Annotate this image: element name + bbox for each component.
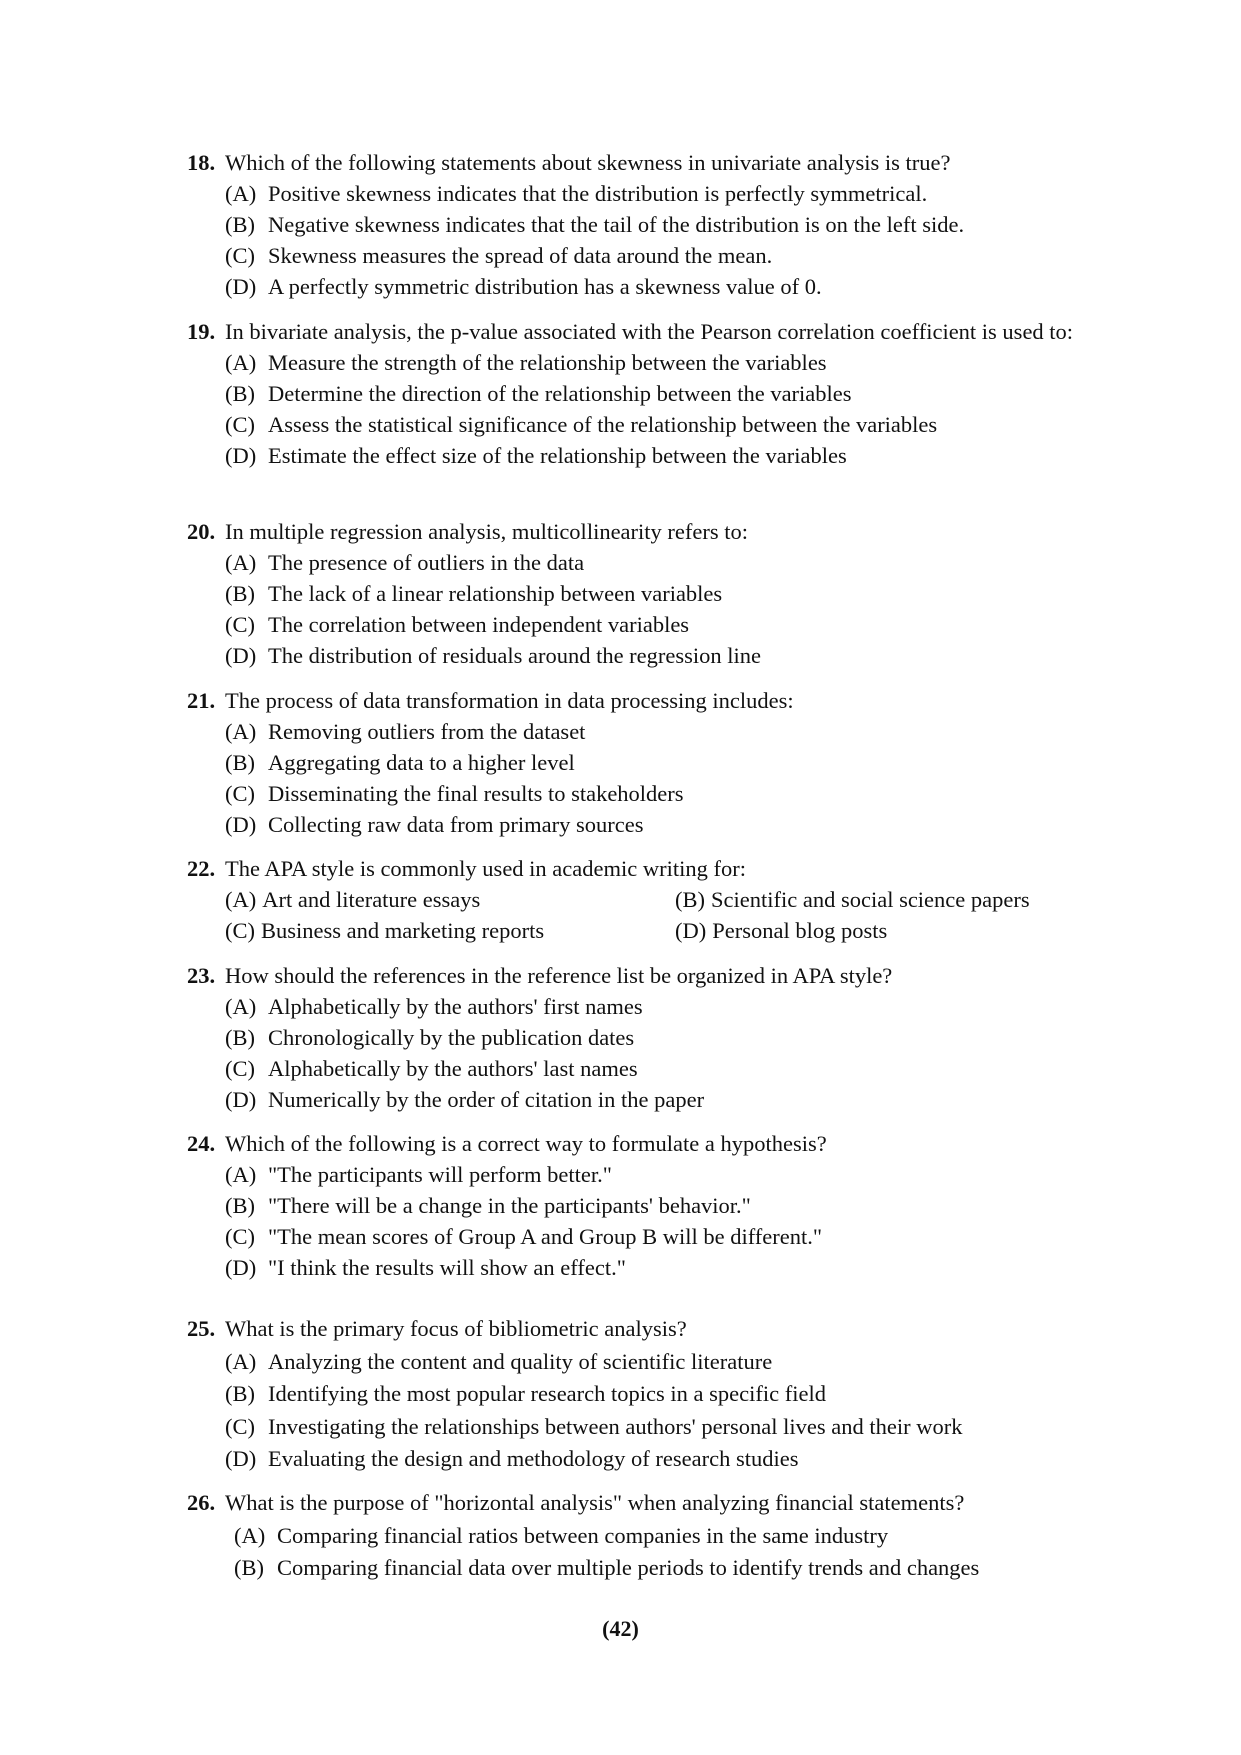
question-text: The process of data transformation in data processing includes:	[225, 688, 794, 713]
option-label: (D)	[225, 1255, 257, 1280]
option-label: (A)	[225, 181, 257, 206]
option-b	[187, 378, 1107, 409]
option-text: Alphabetically by the authors' last names	[268, 1056, 638, 1081]
option-text: Estimate the effect size of the relationship between the variables	[268, 443, 847, 468]
option-label: (D)	[225, 1446, 257, 1471]
option-b	[187, 209, 1107, 240]
option-label: (C)	[225, 781, 255, 806]
question-number: 25.	[187, 1316, 216, 1341]
option-label: (C)	[225, 612, 255, 637]
option-label: (A)	[225, 1162, 257, 1187]
question-text: Which of the following is a correct way to formulate a hypothesis?	[225, 1131, 827, 1156]
option-d	[675, 915, 1107, 946]
question-number: 26.	[187, 1490, 216, 1515]
option-a	[225, 884, 675, 915]
option-a	[187, 1520, 1107, 1553]
option-label: (C)	[225, 243, 255, 268]
option-text: The correlation between independent variables	[268, 612, 690, 637]
option-text: "There will be a change in the participants' behavior."	[268, 1193, 751, 1218]
question-stem	[187, 960, 1107, 991]
option-label: (C)	[225, 918, 255, 943]
option-text: Assess the statistical significance of the relationship between the variables	[268, 412, 938, 437]
page-number: (42)	[602, 1616, 639, 1641]
question-stem	[187, 685, 1107, 716]
option-label: (B)	[675, 887, 705, 912]
option-b	[187, 747, 1107, 778]
option-a	[187, 1159, 1107, 1190]
option-b	[187, 1022, 1107, 1053]
question-text: What is the primary focus of bibliometric analysis?	[225, 1316, 687, 1341]
option-label: (D)	[225, 274, 257, 299]
option-b	[187, 1552, 1107, 1585]
question-stem	[187, 147, 1107, 178]
option-text: Scientific and social science papers	[711, 887, 1030, 912]
option-c	[187, 1053, 1107, 1084]
question-stem	[187, 516, 1107, 547]
option-c	[187, 778, 1107, 809]
option-text: Numerically by the order of citation in the paper	[268, 1087, 705, 1112]
option-label: (A)	[225, 994, 257, 1019]
question-number: 19.	[187, 319, 216, 344]
option-text: Comparing financial data over multiple periods to identify trends and changes	[277, 1555, 980, 1580]
option-text: Negative skewness indicates that the tail of the distribution is on the left side.	[268, 212, 965, 237]
option-text: Analyzing the content and quality of scientific literature	[268, 1348, 773, 1374]
option-d	[187, 1252, 1107, 1283]
question-number: 21.	[187, 688, 216, 713]
option-text: Removing outliers from the dataset	[268, 719, 586, 744]
option-label: (C)	[225, 1056, 255, 1081]
option-c	[187, 409, 1107, 440]
question-text: Which of the following statements about skewness in univariate analysis is true?	[225, 150, 951, 175]
question-number: 20.	[187, 519, 216, 544]
option-label: (A)	[225, 887, 257, 912]
option-label: (D)	[675, 918, 707, 943]
option-text: Art and literature essays	[262, 887, 481, 912]
option-text: Identifying the most popular research topics in a specific field	[268, 1381, 826, 1406]
question-20	[187, 516, 1107, 671]
question-text: In multiple regression analysis, multicollinearity refers to:	[225, 519, 748, 544]
option-text: The presence of outliers in the data	[268, 550, 585, 575]
option-c	[187, 1221, 1107, 1252]
question-18	[187, 147, 1107, 302]
option-label: (A)	[234, 1522, 266, 1548]
option-text: Determine the direction of the relationship between the variables	[268, 381, 852, 406]
option-text: Alphabetically by the authors' first names	[268, 994, 643, 1019]
question-23	[187, 960, 1107, 1115]
option-text: A perfectly symmetric distribution has a skewness value of 0.	[268, 274, 822, 299]
option-text: Skewness measures the spread of data around the mean.	[268, 243, 773, 268]
option-text: Chronologically by the publication dates	[268, 1025, 635, 1050]
option-label: (B)	[225, 1193, 255, 1218]
option-label: (C)	[225, 1224, 255, 1249]
question-stem	[187, 1128, 1107, 1159]
option-text: Disseminating the final results to stakeholders	[268, 781, 684, 806]
option-label: (B)	[225, 750, 255, 775]
option-label: (B)	[225, 581, 255, 606]
option-label: (B)	[225, 212, 255, 237]
option-a	[187, 1346, 1107, 1379]
question-26	[187, 1487, 1107, 1585]
option-text: Comparing financial ratios between companies in the same industry	[277, 1522, 889, 1548]
option-text: The lack of a linear relationship between variables	[268, 581, 723, 606]
question-number: 24.	[187, 1131, 216, 1156]
option-label: (C)	[225, 412, 255, 437]
option-a	[187, 347, 1107, 378]
option-a	[187, 178, 1107, 209]
option-text: "The participants will perform better."	[268, 1162, 612, 1187]
question-number: 23.	[187, 963, 216, 988]
option-a	[187, 991, 1107, 1022]
question-25	[187, 1313, 1107, 1476]
question-stem	[187, 1487, 1107, 1520]
option-label: (C)	[225, 1413, 255, 1439]
question-22	[187, 853, 1107, 946]
option-c	[187, 1411, 1107, 1444]
option-text: Aggregating data to a higher level	[268, 750, 575, 775]
option-c	[187, 240, 1107, 271]
option-text: Evaluating the design and methodology of research studies	[268, 1446, 799, 1471]
option-text: Investigating the relationships between authors' personal lives and their work	[268, 1413, 963, 1439]
option-d	[187, 809, 1107, 840]
option-d	[187, 1084, 1107, 1115]
option-b	[675, 884, 1107, 915]
option-c	[187, 609, 1107, 640]
option-b	[187, 1378, 1107, 1411]
option-label: (A)	[225, 550, 257, 575]
option-b	[187, 1190, 1107, 1221]
option-label: (B)	[234, 1555, 264, 1580]
question-text: The APA style is commonly used in academic writing for:	[225, 856, 746, 881]
question-number: 18.	[187, 150, 216, 175]
option-text: Measure the strength of the relationship between the variables	[268, 350, 827, 375]
option-label: (A)	[225, 1348, 257, 1374]
option-grid	[187, 884, 1107, 946]
option-a	[187, 547, 1107, 578]
question-24	[187, 1128, 1107, 1283]
option-text: "I think the results will show an effect."	[268, 1255, 626, 1280]
option-d	[187, 271, 1107, 302]
option-text: Positive skewness indicates that the distribution is perfectly symmetrical.	[268, 181, 928, 206]
option-label: (B)	[225, 1025, 255, 1050]
question-text: In bivariate analysis, the p-value associated with the Pearson correlation coefficient is used to:	[225, 319, 1074, 344]
question-text: How should the references in the reference list be organized in APA style?	[225, 963, 893, 988]
question-stem	[187, 1313, 1107, 1346]
option-text: Personal blog posts	[712, 918, 888, 943]
option-label: (D)	[225, 1087, 257, 1112]
option-c	[225, 915, 675, 946]
option-label: (D)	[225, 812, 257, 837]
option-label: (A)	[225, 350, 257, 375]
option-d	[187, 640, 1107, 671]
question-number: 22.	[187, 856, 216, 881]
option-label: (D)	[225, 443, 257, 468]
question-stem	[187, 316, 1107, 347]
option-label: (A)	[225, 719, 257, 744]
option-label: (B)	[225, 381, 255, 406]
question-stem	[187, 853, 1107, 884]
option-label: (B)	[225, 1381, 255, 1406]
option-d	[187, 440, 1107, 471]
option-label: (D)	[225, 643, 257, 668]
option-d	[187, 1443, 1107, 1476]
option-a	[187, 716, 1107, 747]
option-text: Collecting raw data from primary sources	[268, 812, 644, 837]
option-text: Business and marketing reports	[261, 918, 545, 943]
option-b	[187, 578, 1107, 609]
question-text: What is the purpose of "horizontal analysis" when analyzing financial statements?	[225, 1490, 965, 1515]
option-text: The distribution of residuals around the regression line	[268, 643, 762, 668]
option-text: "The mean scores of Group A and Group B will be different."	[268, 1224, 823, 1249]
question-19	[187, 316, 1107, 471]
question-21	[187, 685, 1107, 840]
